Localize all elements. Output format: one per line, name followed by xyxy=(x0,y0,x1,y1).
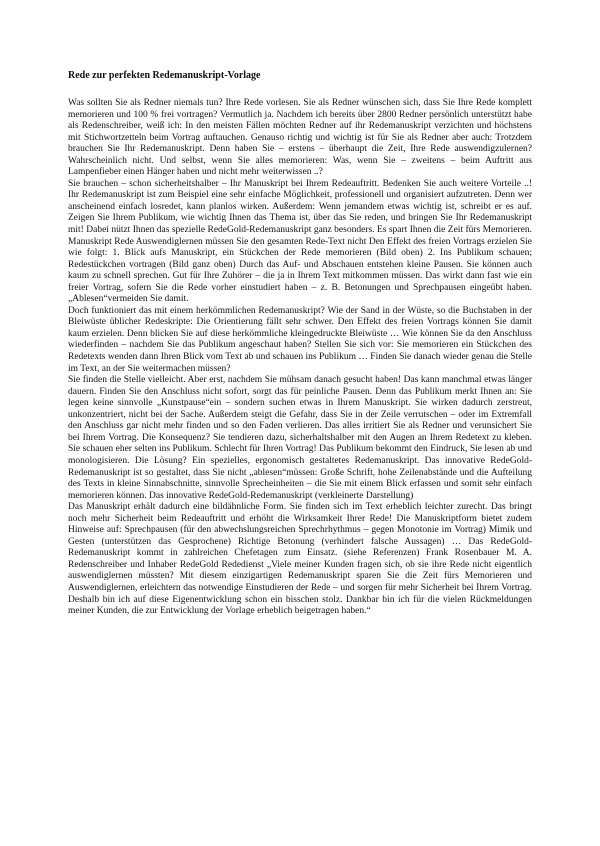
paragraph-solution: Sie finden die Stelle vielleicht. Aber erst, nachdem Sie mühsam danach gesucht haben! Das kann manchmal etwas länger dauern. Finden Sie den Anschluss nicht sofort, sorgt das für peinliche Pausen. Denn das Publikum merkt Ihnen an: Sie legen keine sinnvolle „Kunstpause“ein – sondern suchen etwas in Ihrem Manuskript. Sie wirken dadurch zerstreut, unkonzentriert, nicht bei der Sache. Außerdem steigt die Gefahr, dass Sie in der Zeile verrutschen – oder im Extremfall den Anschluss gar nicht mehr finden und so den Faden verlieren. Das alles irritiert Sie als Redner und verunsichert Sie bei Ihrem Vortrag. Die Konsequenz? Sie tendieren dazu, sicherhaltshalber mit den Augen an Ihrem Redetext zu kleben. Sie schauen eher selten ins Publikum. Schlecht für Ihren Vortrag! Das Publikum bekommt den Eindruck, Sie lesen ab und monologisieren. Die Lösung? Ein spezielles, ergonomisch gestaltetes Redemanuskript. Das innovative RedeGold-Redemanuskript ist so gestaltet, dass Sie nicht „ablesen“müssen: Große Schrift, hohe Zeilenabstände und die Aufteilung des Texts in kleine Sinnabschnitte, sinnvolle Sprecheinheiten – die Sie mit einem Blick erfassen und somit sehr einfach memorieren können. Das innovative RedeGold-Redemanuskript (verkleinerte Darstellung) xyxy=(68,375,532,501)
document-title: Rede zur perfekten Redemanuskript-Vorlage xyxy=(68,70,261,81)
paragraph-conventional-manuscript: Doch funktioniert das mit einem herkömmlichen Redemanuskript? Wie der Sand in der Wüste, so die Buchstaben in der Bleiwüste üblicher Redeskripte: Die Orientierung fällt sehr schwer. Den Effekt des freien Vortrags können Sie damit kaum erzielen. Denn blicken Sie auf diese herkömmliche kleingedruckte Bleiwüste … Wie können Sie da den Anschluss wiederfinden – nachdem Sie das Publikum angeschaut haben? Stellen Sie sich vor: Sie memorieren ein Stückchen des Redetexts wenden dann Ihren Blick vom Text ab und schauen ins Publikum … Finden Sie danach wieder genau die Stelle im Text, an der Sie weitermachen müssen? xyxy=(68,305,532,374)
paragraph-intro: Was sollten Sie als Redner niemals tun? Ihre Rede vorlesen. Sie als Redner wünschen sich, dass Sie Ihre Rede komplett memorieren und 100 % frei vortragen? Vermutlich ja. Nachdem ich bereits über 2800 Redner persönlich unterstützt habe als Redenschreiber, weiß ich: In den meisten Fällen möchten Redner auf ihr Redemanuskript verzichten und höchstens mit Stichwortzetteln beim Vortrag auftauchen. Genauso richtig und wichtig ist für Sie als Redner aber auch: Trotzdem brauchen Sie Ihr Redemanuskript. Denn haben Sie – erstens – überhaupt die Zeit, Ihre Rede auswendigzulernen? Wahrscheinlich nicht. Und selbst, wenn Sie alles memorieren: Was, wenn Sie – zweitens – beim Auftritt aus Lampenfieber einen Hänger haben und nicht mehr weiterwissen ..? xyxy=(68,98,532,178)
paragraph-benefits-quote: Das Manuskript erhält dadurch eine bildähnliche Form. Sie finden sich im Text erheblich leichter zurecht. Das bringt noch mehr Sicherheit beim Redeauftritt und erhöht die Wirksamkeit Ihrer Rede! Die Manuskriptform bietet zudem Hinweise auf: Sprechpausen (für den abwechslungsreichen Sprechrhythmus – gegen Monotonie im Vortrag) Mimik und Gesten (unterstützen das Gesprochene) Richtige Betonung (verhindert falsche Aussagen) … Das RedeGold-Redemanuskript kommt in zahlreichen Chefetagen zum Einsatz. (siehe Referenzen) Frank Rosenbauer M. A. Redenschreiber und Inhaber RedeGold Rededienst „Viele meiner Kunden fragen sich, ob sie ihre Rede nicht eigentlich auswendiglernen müssten? Mit diesem einzigartigen Redemanuskript sparen Sie die Zeit fürs Memorieren und Auswendiglernen, erleichtern das notwendige Einstudieren der Rede – und sorgen für mehr Sicherheit bei Ihrem Vortrag. Deshalb bin ich auf diese Eigenentwicklung schon ein bisschen stolz. Dankbar bin ich für die vielen Rückmeldungen meiner Kunden, die zur Entwicklung der Vorlage erheblich beigetragen haben.“ xyxy=(68,502,532,617)
document-body xyxy=(68,70,532,618)
paragraph-advantages: Sie brauchen – schon sicherheitshalber – Ihr Manuskript bei Ihrem Redeauftritt. Bedenken Sie auch weitere Vorteile ..! Ihr Redemanuskript ist zum Beispiel eine sehr einfache Möglichkeit, professionell und organisiert aufzutreten. Denn wer anscheinend einfach losredet, kann planlos wirken. Außerdem: Wenn jemandem etwas wichtig ist, schreibt er es auf. Zeigen Sie Ihrem Publikum, wie wichtig Ihnen das Thema ist, über das Sie reden, und bringen Sie Ihr Redemanuskript mit! Dabei nützt Ihnen das spezielle RedeGold-Redemanuskript ganz besonders. Es spart Ihnen die Zeit fürs Memorieren. Manuskript Rede Auswendiglernen müssen Sie den gesamten Rede-Text nicht Den Effekt des freien Vortrags erzielen Sie wie folgt: 1. Blick aufs Manuskript, ein Stückchen der Rede memorieren (Bild oben) 2. Ins Publikum schauen; Redestückchen vortragen (Bild ganz oben) Durch das Auf- und Abschauen entstehen kleine Pausen. Sie können auch kaum zu schnell sprechen. Gut für Ihre Zuhörer – die ja in Ihrem Text mitkommen müssen. Das wirkt dann fast wie ein freier Vortrag, sofern Sie die Rede vorher einstudiert haben – z. B. Betonungen und Sprechpausen eingeübt haben. „Ablesen“vermeiden Sie damit. xyxy=(68,178,532,305)
